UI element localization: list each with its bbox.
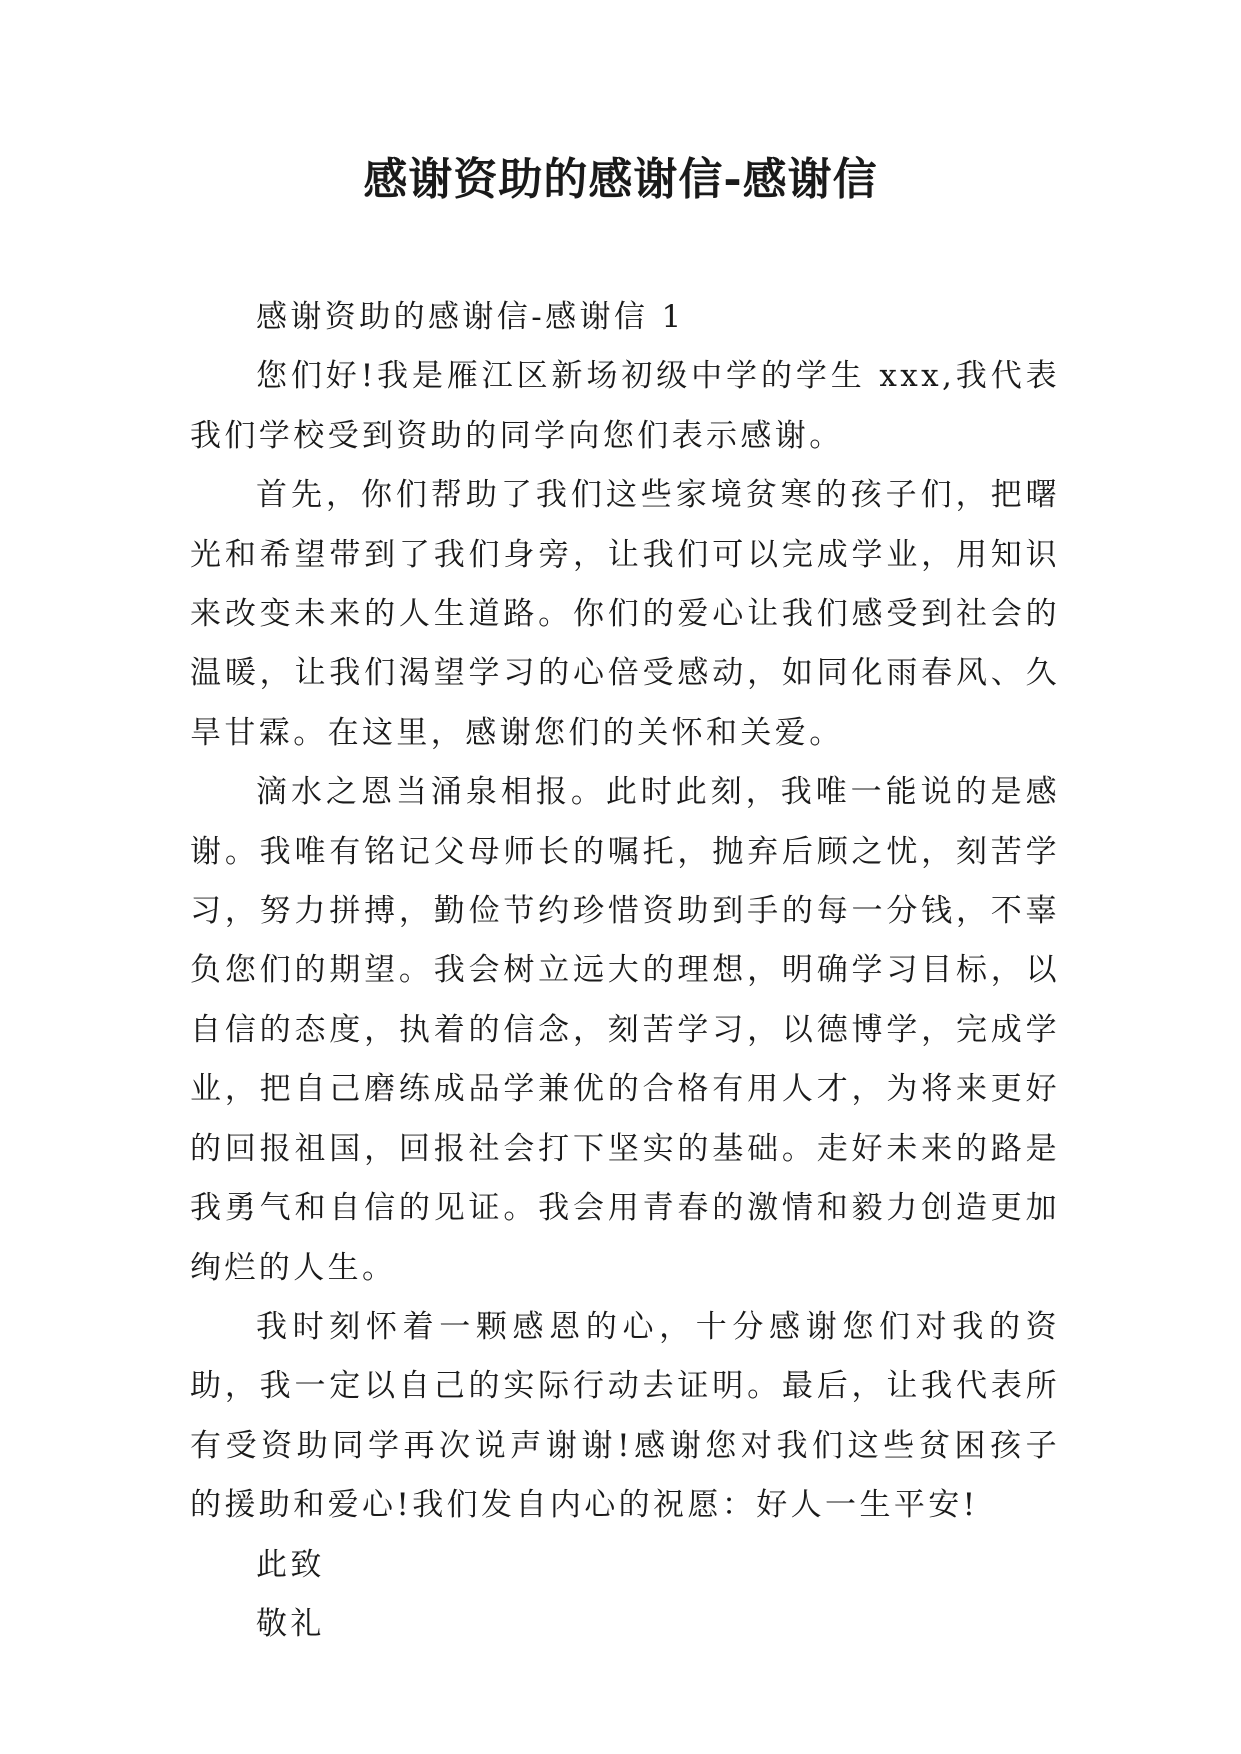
closing-regards: 敬礼 <box>256 1605 325 1642</box>
paragraph-greeting: 您们好!我是雁江区新场初级中学的学生 xxx,我代表我们学校受到资助的同学向您们表示感谢。 <box>190 358 1060 454</box>
document-title: 感谢资助的感谢信-感谢信 <box>363 154 878 205</box>
paragraph-thanks: 首先，你们帮助了我们这些家境贫寒的孩子们，把曙光和希望带到了我们身旁，让我们可以完成学业，用知识来改变未来的人生道路。你们的爱心让我们感受到社会的温暖，让我们渴望学习的心倍受感动，如同化雨春风、久旱甘霖。在这里，感谢您们的关怀和关爱。 <box>190 477 1060 751</box>
letter-subheading: 感谢资助的感谢信-感谢信 1 <box>256 299 685 335</box>
paragraph-promise: 滴水之恩当涌泉相报。此时此刻，我唯一能说的是感谢。我唯有铭记父母师长的嘱托，抛弃后顾之忧，刻苦学习，努力拼搏，勤俭节约珍惜资助到手的每一分钱，不辜负您们的期望。我会树立远大的理想，明确学习目标，以自信的态度，执着的信念，刻苦学习，以德博学，完成学业，把自己磨练成品学兼优的合格有用人才，为将来更好的回报祖国，回报社会打下坚实的基础。走好未来的路是我勇气和自信的见证。我会用青春的激情和毅力创造更加绚烂的人生。 <box>190 774 1060 1286</box>
paragraph-gratitude: 我时刻怀着一颗感恩的心，十分感谢您们对我的资助，我一定以自己的实际行动去证明。最后，让我代表所有受资助同学再次说声谢谢!感谢您对我们这些贫困孩子的援助和爱心!我们发自内心的祝愿：好人一生平安! <box>190 1308 1060 1524</box>
letter-body <box>190 288 1060 1654</box>
closing-salutation: 此致 <box>256 1546 325 1583</box>
